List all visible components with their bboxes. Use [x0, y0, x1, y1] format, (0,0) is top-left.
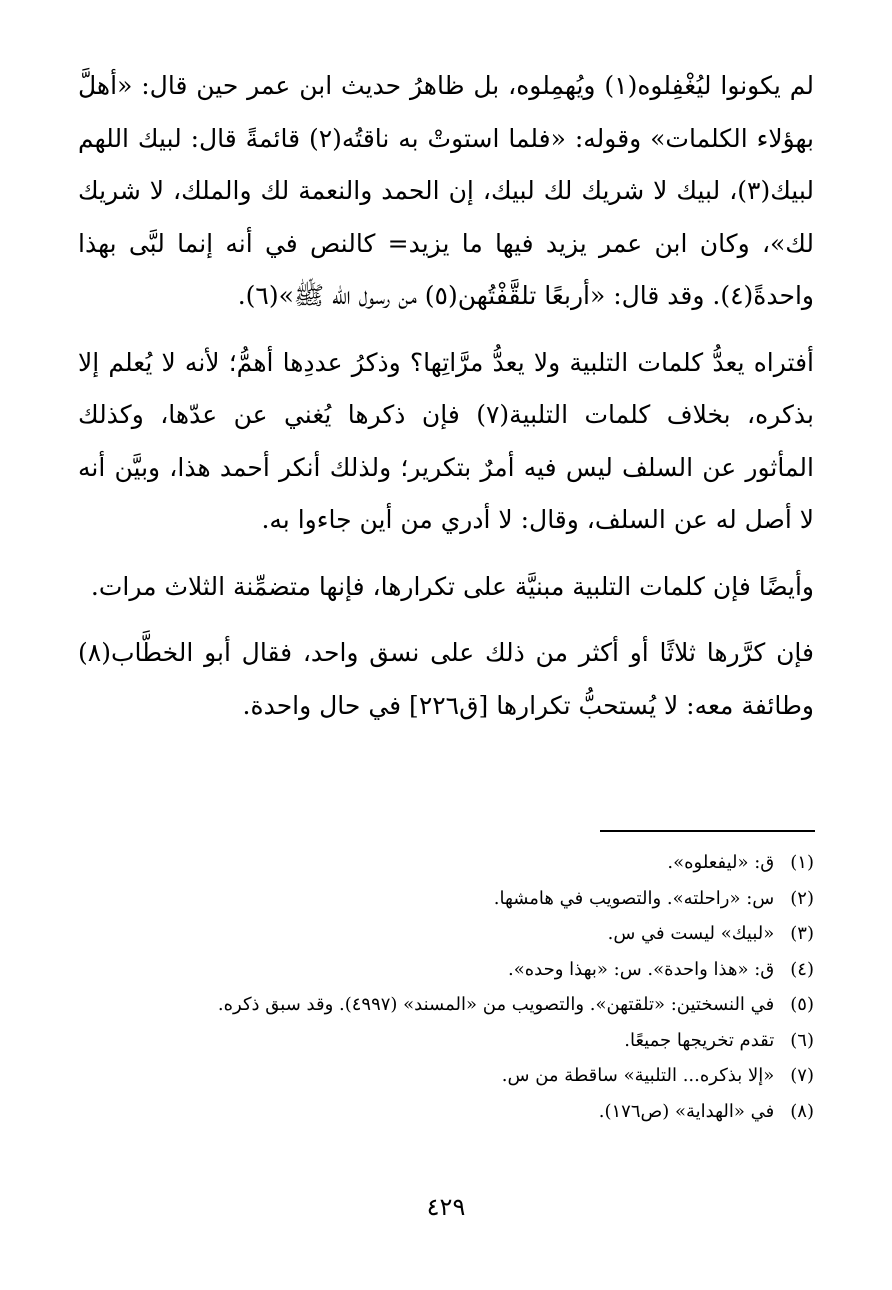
main-text [78, 60, 814, 732]
footnote-number: (٢) [790, 887, 814, 909]
footnote-separator [600, 830, 815, 832]
footnote [100, 1023, 814, 1059]
footnote [100, 1058, 814, 1094]
footnote [100, 916, 814, 952]
footnote-number: (٨) [790, 1100, 814, 1122]
footnote-text: ق: «ليفعلوه». [667, 852, 775, 873]
footnote-number: (٤) [790, 958, 814, 980]
footnote [100, 952, 814, 988]
footnote-text: ق: «هذا واحدة». س: «بهذا وحده». [508, 958, 775, 980]
footnote [100, 845, 814, 881]
footnote-number: (٣) [790, 923, 814, 944]
footnote-number: (٧) [790, 1065, 814, 1086]
footnote-text: في «الهداية» (ص١٧٦). [598, 1100, 775, 1122]
paragraph-2: أفتراه يعدُّ كلمات التلبية ولا يعدُّ مرَّاتِها؟ وذكرُ عددِها أهمُّ؛ لأنه لا يُعلم إلا بذكره، بخلاف كلمات التلبية(٧) فإن ذكرها يُغني عن عدّها، وكذلك المأثور عن السلف ليس فيه أمرٌ بتكرير؛ ولذلك أنكر أحمد هذا، وبيَّن أنه لا أصل له عن السلف، وقال: لا أدري من أين جاءوا به. [78, 347, 814, 534]
footnote-text: في النسختين: «تلقتهن». والتصويب من «المسند» (٤٩٩٧). وقد سبق ذكره. [217, 994, 775, 1015]
paragraph-4: فإن كرَّرها ثلاثًا أو أكثر من ذلك على نسق واحد، فقال أبو الخطَّاب(٨) وطائفة معه: لا يُستحبُّ تكرارها [ق٢٢٦] في حال واحدة. [78, 638, 814, 720]
footnote-text: س: «راحلته». والتصويب في هامشها. [493, 887, 775, 909]
footnote-number: (١) [790, 852, 814, 873]
footnote-text: «لبيك» ليست في س. [607, 923, 775, 944]
footnote [100, 987, 814, 1023]
page-number: ٤٢٩ [426, 1193, 466, 1221]
footnotes [100, 845, 814, 1129]
footnote-number: (٥) [790, 994, 814, 1015]
paragraph-1: لم يكونوا ليُغْفِلوه(١) ويُهمِلوه، بل ظاهرُ حديث ابن عمر حين قال: «أهلَّ بهؤلاء الكلمات» وقوله: «فلما استوتْ به ناقتُه(٢) قائمةً قال: لبيك اللهم لبيك(٣)، لبيك لا شريك لك لبيك، إن الحمد والنعمة لك والملك، لا شريك لك»، وكان ابن عمر يزيد فيها ما يزيد= كالنص في أنه إنما لبَّى بهذا واحدةً(٤). وقد قال: «أربعًا تلقَّفْتُهن(٥) من رسول الله ﷺ»(٦). [78, 71, 814, 310]
footnote [100, 881, 814, 917]
footnote [100, 1094, 814, 1130]
paragraph-3: وأيضًا فإن كلمات التلبية مبنيَّة على تكرارها، فإنها متضمِّنة الثلاث مرات. [90, 571, 814, 601]
footnote-number: (٦) [790, 1029, 814, 1051]
footnote-text: «إلا بذكره... التلبية» ساقطة من س. [501, 1065, 775, 1086]
footnote-text: تقدم تخريجها جميعًا. [624, 1029, 775, 1051]
